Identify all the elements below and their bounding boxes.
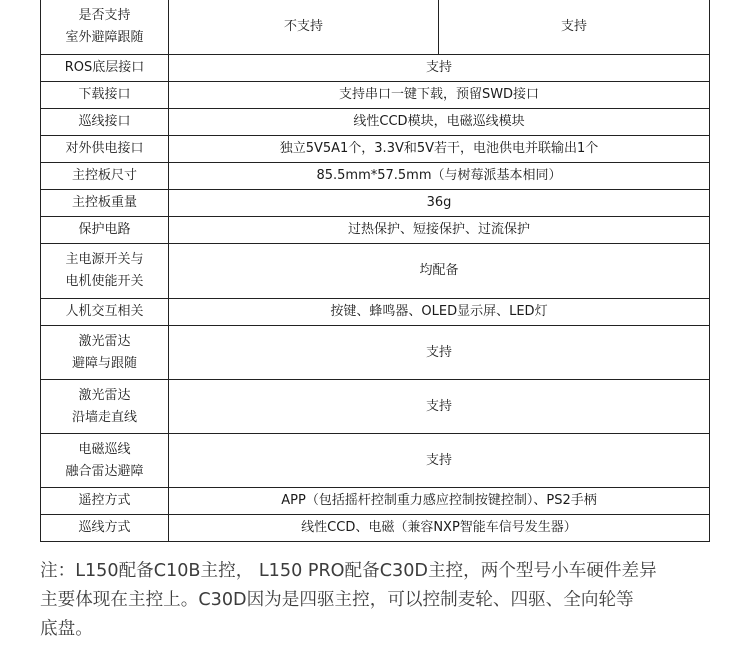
spec-label-line: 电机使能开关 — [65, 274, 144, 289]
spec-label-power-switches — [41, 244, 169, 299]
spec-label-line-following-method: 巡线方式 — [41, 515, 169, 542]
spec-table — [40, 0, 710, 542]
spec-label-ros-interface: ROS底层接口 — [41, 55, 169, 82]
spec-label-line: 融合雷达避障 — [65, 463, 144, 479]
footnote — [40, 557, 712, 644]
spec-row-power-output — [41, 136, 710, 163]
spec-label-line: 沿墙走直线 — [71, 409, 137, 425]
footnote-line-2: 主要体现在主控上。C30D因为是四驱主控，可以控制麦轮、四驱、全向轮等 — [40, 590, 634, 610]
spec-row-ros-interface — [41, 55, 710, 82]
spec-value-lidar-avoid-follow: 支持 — [169, 326, 710, 380]
spec-row-power-switches — [41, 244, 710, 299]
spec-row-download-interface — [41, 82, 710, 109]
spec-row-remote-control — [41, 488, 710, 515]
spec-label-line-following-interface: 巡线接口 — [41, 109, 169, 136]
spec-label-line: 电磁巡线 — [78, 441, 131, 457]
spec-value-ros-interface: 支持 — [169, 55, 710, 82]
spec-row-em-lidar-fusion — [41, 434, 710, 488]
spec-row-hmi — [41, 299, 710, 326]
spec-label-line: 避障与跟随 — [71, 355, 137, 371]
footnote-line-1: 注：L150配备C10B主控， L150 PRO配备C30D主控，两个型号小车硬件差异 — [40, 561, 657, 581]
spec-label-lidar-wall-follow — [41, 380, 169, 434]
spec-value-board-size: 85.5mm*57.5mm（与树莓派基本相同） — [169, 163, 710, 190]
spec-value-lidar-wall-follow: 支持 — [169, 380, 710, 434]
spec-label-line: 激光雷达 — [78, 333, 131, 349]
spec-row-board-size — [41, 163, 710, 190]
spec-label-em-lidar-fusion — [41, 434, 169, 488]
spec-label-outdoor-following — [41, 0, 169, 55]
spec-value-power-output: 独立5V5A1个，3.3V和5V若干，电池供电并联输出1个 — [169, 136, 710, 163]
spec-row-board-weight — [41, 190, 710, 217]
spec-value-l150-pro: 支持 — [439, 0, 710, 55]
spec-value-download-interface: 支持串口一键下载，预留SWD接口 — [169, 82, 710, 109]
spec-value-board-weight: 36g — [169, 190, 710, 217]
spec-value-em-lidar-fusion: 支持 — [169, 434, 710, 488]
footnote-line-3: 底盘。 — [40, 619, 93, 639]
spec-value-l150: 不支持 — [169, 0, 439, 55]
spec-value-line-following-interface: 线性CCD模块，电磁巡线模块 — [169, 109, 710, 136]
spec-label-line: 室外避障跟随 — [65, 30, 144, 45]
spec-row-line-following-interface — [41, 109, 710, 136]
spec-value-protection-circuit: 过热保护、短接保护、过流保护 — [169, 217, 710, 244]
spec-label-line: 主电源开关与 — [65, 252, 144, 267]
spec-label-board-weight: 主控板重量 — [41, 190, 169, 217]
spec-label-lidar-avoid-follow — [41, 326, 169, 380]
spec-label-hmi: 人机交互相关 — [41, 299, 169, 326]
spec-row-lidar-avoid-follow — [41, 326, 710, 380]
spec-row-protection-circuit — [41, 217, 710, 244]
spec-label-power-output: 对外供电接口 — [41, 136, 169, 163]
spec-row-line-following-method — [41, 515, 710, 542]
spec-row-lidar-wall-follow — [41, 380, 710, 434]
spec-label-download-interface: 下载接口 — [41, 82, 169, 109]
spec-label-board-size: 主控板尺寸 — [41, 163, 169, 190]
spec-value-hmi: 按键、蜂鸣器、OLED显示屏、LED灯 — [169, 299, 710, 326]
spec-row-outdoor-following — [41, 0, 710, 55]
spec-label-line: 激光雷达 — [78, 387, 131, 403]
spec-value-remote-control: APP（包括摇杆控制重力感应控制按键控制）、PS2手柄 — [169, 488, 710, 515]
spec-value-power-switches: 均配备 — [169, 244, 710, 299]
spec-label-protection-circuit: 保护电路 — [41, 217, 169, 244]
spec-label-line: 是否支持 — [78, 8, 131, 23]
spec-value-line-following-method: 线性CCD、电磁（兼容NXP智能车信号发生器） — [169, 515, 710, 542]
spec-label-remote-control: 遥控方式 — [41, 488, 169, 515]
